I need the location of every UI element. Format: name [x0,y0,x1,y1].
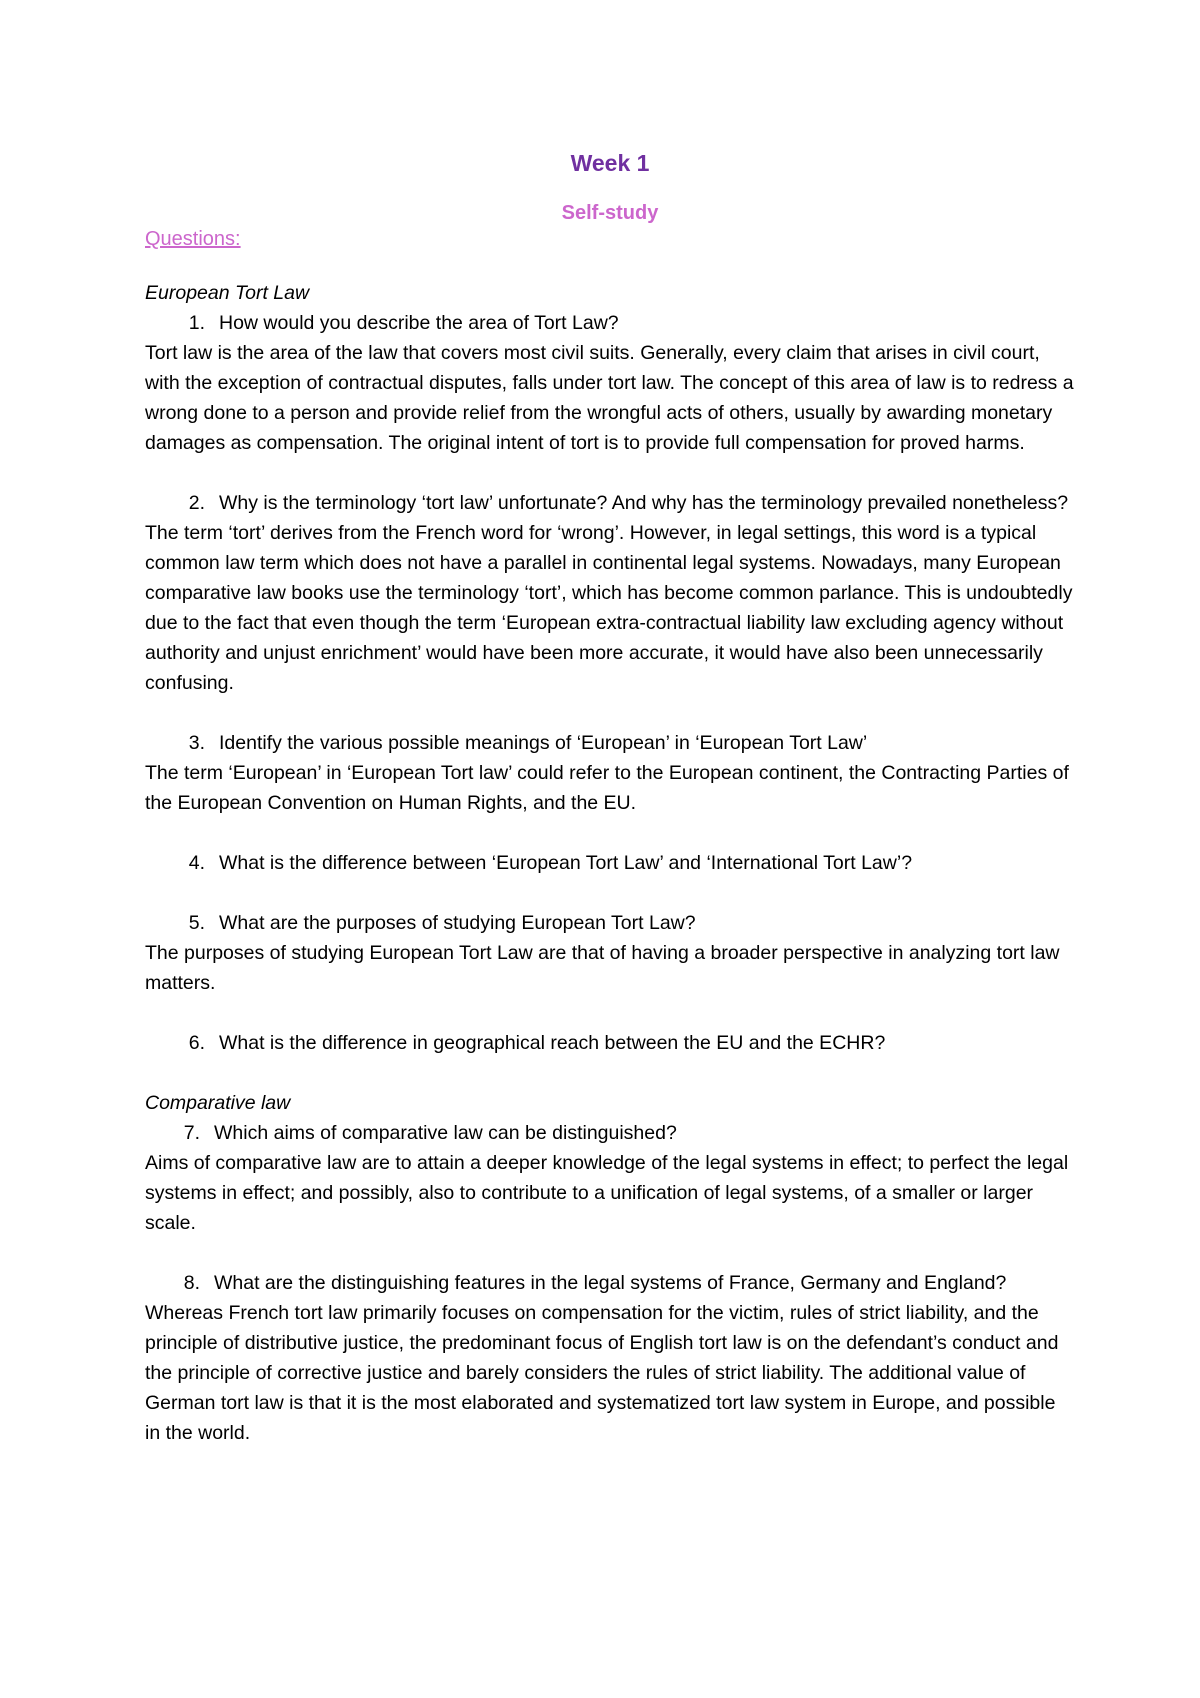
question-number: 5. [188,912,205,934]
question-number: 6. [188,1032,205,1054]
answer-8: Whereas French tort law primarily focuses on compensation for the victim, rules of strict liability, and the principle of distributive justice, the predominant focus of English tort law is on the defendant’s conduct and the principle of corrective justice and barely considers the rules of strict liability. The additional value of German tort law is that it is the most elaborated and systematized tort law system in Europe, and possible in the world. [145,1302,1059,1444]
question-number: 8. [183,1272,200,1294]
question-number: 7. [183,1122,200,1144]
question-number: 3. [188,732,205,754]
section-heading-comparative-law: Comparative law [145,1092,291,1114]
answer-1: Tort law is the area of the law that covers most civil suits. Generally, every claim that arises in civil court, with the exception of contractual disputes, falls under tort law. The concept of this area of law is to redress a wrong done to a person and provide relief from the wrongful acts of others, usually by awarding monetary damages as compensation. The original intent of tort is to provide full compensation for proved harms. [145,342,1074,454]
questions-heading: Questions: [145,228,241,250]
question-number: 2. [188,492,205,514]
question-text: How would you describe the area of Tort Law? [219,312,619,334]
question-7 [145,1118,1075,1148]
answer-3: The term ‘European’ in ‘European Tort law’ could refer to the European continent, the Contracting Parties of the European Convention on Human Rights, and the EU. [145,762,1069,814]
question-text: Which aims of comparative law can be distinguished? [214,1122,677,1144]
question-number: 1. [188,312,205,334]
question-text: Why is the terminology ‘tort law’ unfortunate? And why has the terminology prevailed nonetheless? [219,492,1069,514]
question-1 [145,308,1075,338]
question-text: What are the distinguishing features in the legal systems of France, Germany and England? [214,1272,1007,1294]
section-heading-european-tort-law: European Tort Law [145,282,310,304]
page-title: Week 1 [570,150,650,176]
answer-5: The purposes of studying European Tort Law are that of having a broader perspective in analyzing tort law matters. [145,942,1060,994]
page-subtitle: Self-study [561,202,659,224]
answer-2: The term ‘tort’ derives from the French word for ‘wrong’. However, in legal settings, this word is a typical common law term which does not have a parallel in continental legal systems. Nowadays, many European comparative law books use the terminology ‘tort’, which has become common parlance. This is undoubtedly due to the fact that even though the term ‘European extra-contractual liability law excluding agency without authority and unjust enrichment’ would have been more accurate, it would have also been unnecessarily confusing. [145,522,1073,694]
question-6 [145,1028,1075,1058]
question-4 [145,848,1075,878]
question-text: What is the difference in geographical reach between the EU and the ECHR? [219,1032,886,1054]
question-text: What are the purposes of studying European Tort Law? [219,912,696,934]
question-8 [145,1268,1075,1298]
answer-7: Aims of comparative law are to attain a deeper knowledge of the legal systems in effect; to perfect the legal systems in effect; and possibly, also to contribute to a unification of legal systems, of a smaller or larger scale. [145,1152,1069,1234]
question-number: 4. [188,852,205,874]
question-3 [145,728,1075,758]
question-5 [145,908,1075,938]
question-2 [145,488,1075,518]
question-text: Identify the various possible meanings of ‘European’ in ‘European Tort Law’ [219,732,868,754]
question-text: What is the difference between ‘European Tort Law’ and ‘International Tort Law’? [219,852,913,874]
document-content [145,148,1075,1448]
